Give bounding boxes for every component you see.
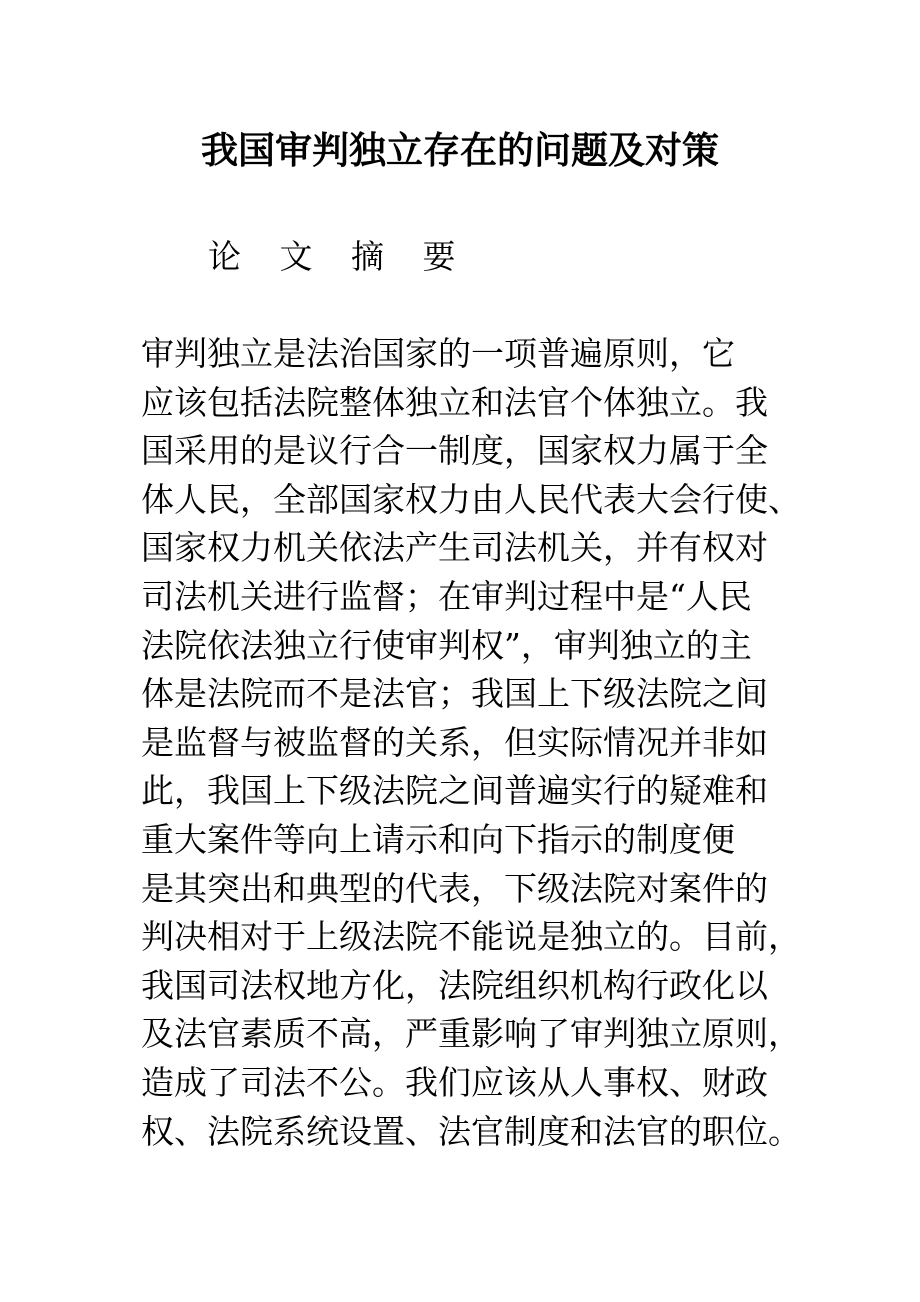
abstract-line: 此，我国上下级法院之间普遍实行的疑难和 [141, 771, 768, 811]
abstract-line: 是监督与被监督的关系，但实际情况并非如 [141, 722, 768, 762]
abstract-line: 重大案件等向上请示和向下指示的制度便 [141, 819, 735, 859]
abstract-line: 审判独立是法治国家的一项普遍原则，它 [141, 334, 735, 373]
abstract-line: 体人民，全部国家权力由人民代表大会行使、 [141, 479, 801, 519]
abstract-line: 及法官素质不高，严重影响了审判独立原则， [141, 1014, 801, 1054]
abstract-line: 法院依法独立行使审判权”，审判独立的主 [141, 625, 752, 665]
abstract-body [141, 330, 801, 1156]
abstract-line: 判决相对于上级法院不能说是独立的。目前， [141, 917, 801, 957]
abstract-line: 体是法院而不是法官；我国上下级法院之间 [141, 674, 768, 714]
abstract-line: 国采用的是议行合一制度，国家权力属于全 [141, 431, 768, 471]
abstract-line: 权、法院系统设置、法官制度和法官的职位。 [141, 1111, 801, 1151]
abstract-heading: 论 文 摘 要 [208, 237, 470, 276]
abstract-line: 是其突出和典型的代表，下级法院对案件的 [141, 868, 768, 908]
abstract-line: 我国司法权地方化，法院组织机构行政化以 [141, 965, 768, 1005]
abstract-line: 造成了司法不公。我们应该从人事权、财政 [141, 1062, 768, 1102]
abstract-line: 应该包括法院整体独立和法官个体独立。我 [141, 382, 768, 422]
document-title: 我国审判独立存在的问题及对策 [201, 128, 719, 172]
abstract-line: 国家权力机关依法产生司法机关，并有权对 [141, 528, 768, 568]
abstract-line: 司法机关进行监督；在审判过程中是“人民 [141, 576, 752, 616]
